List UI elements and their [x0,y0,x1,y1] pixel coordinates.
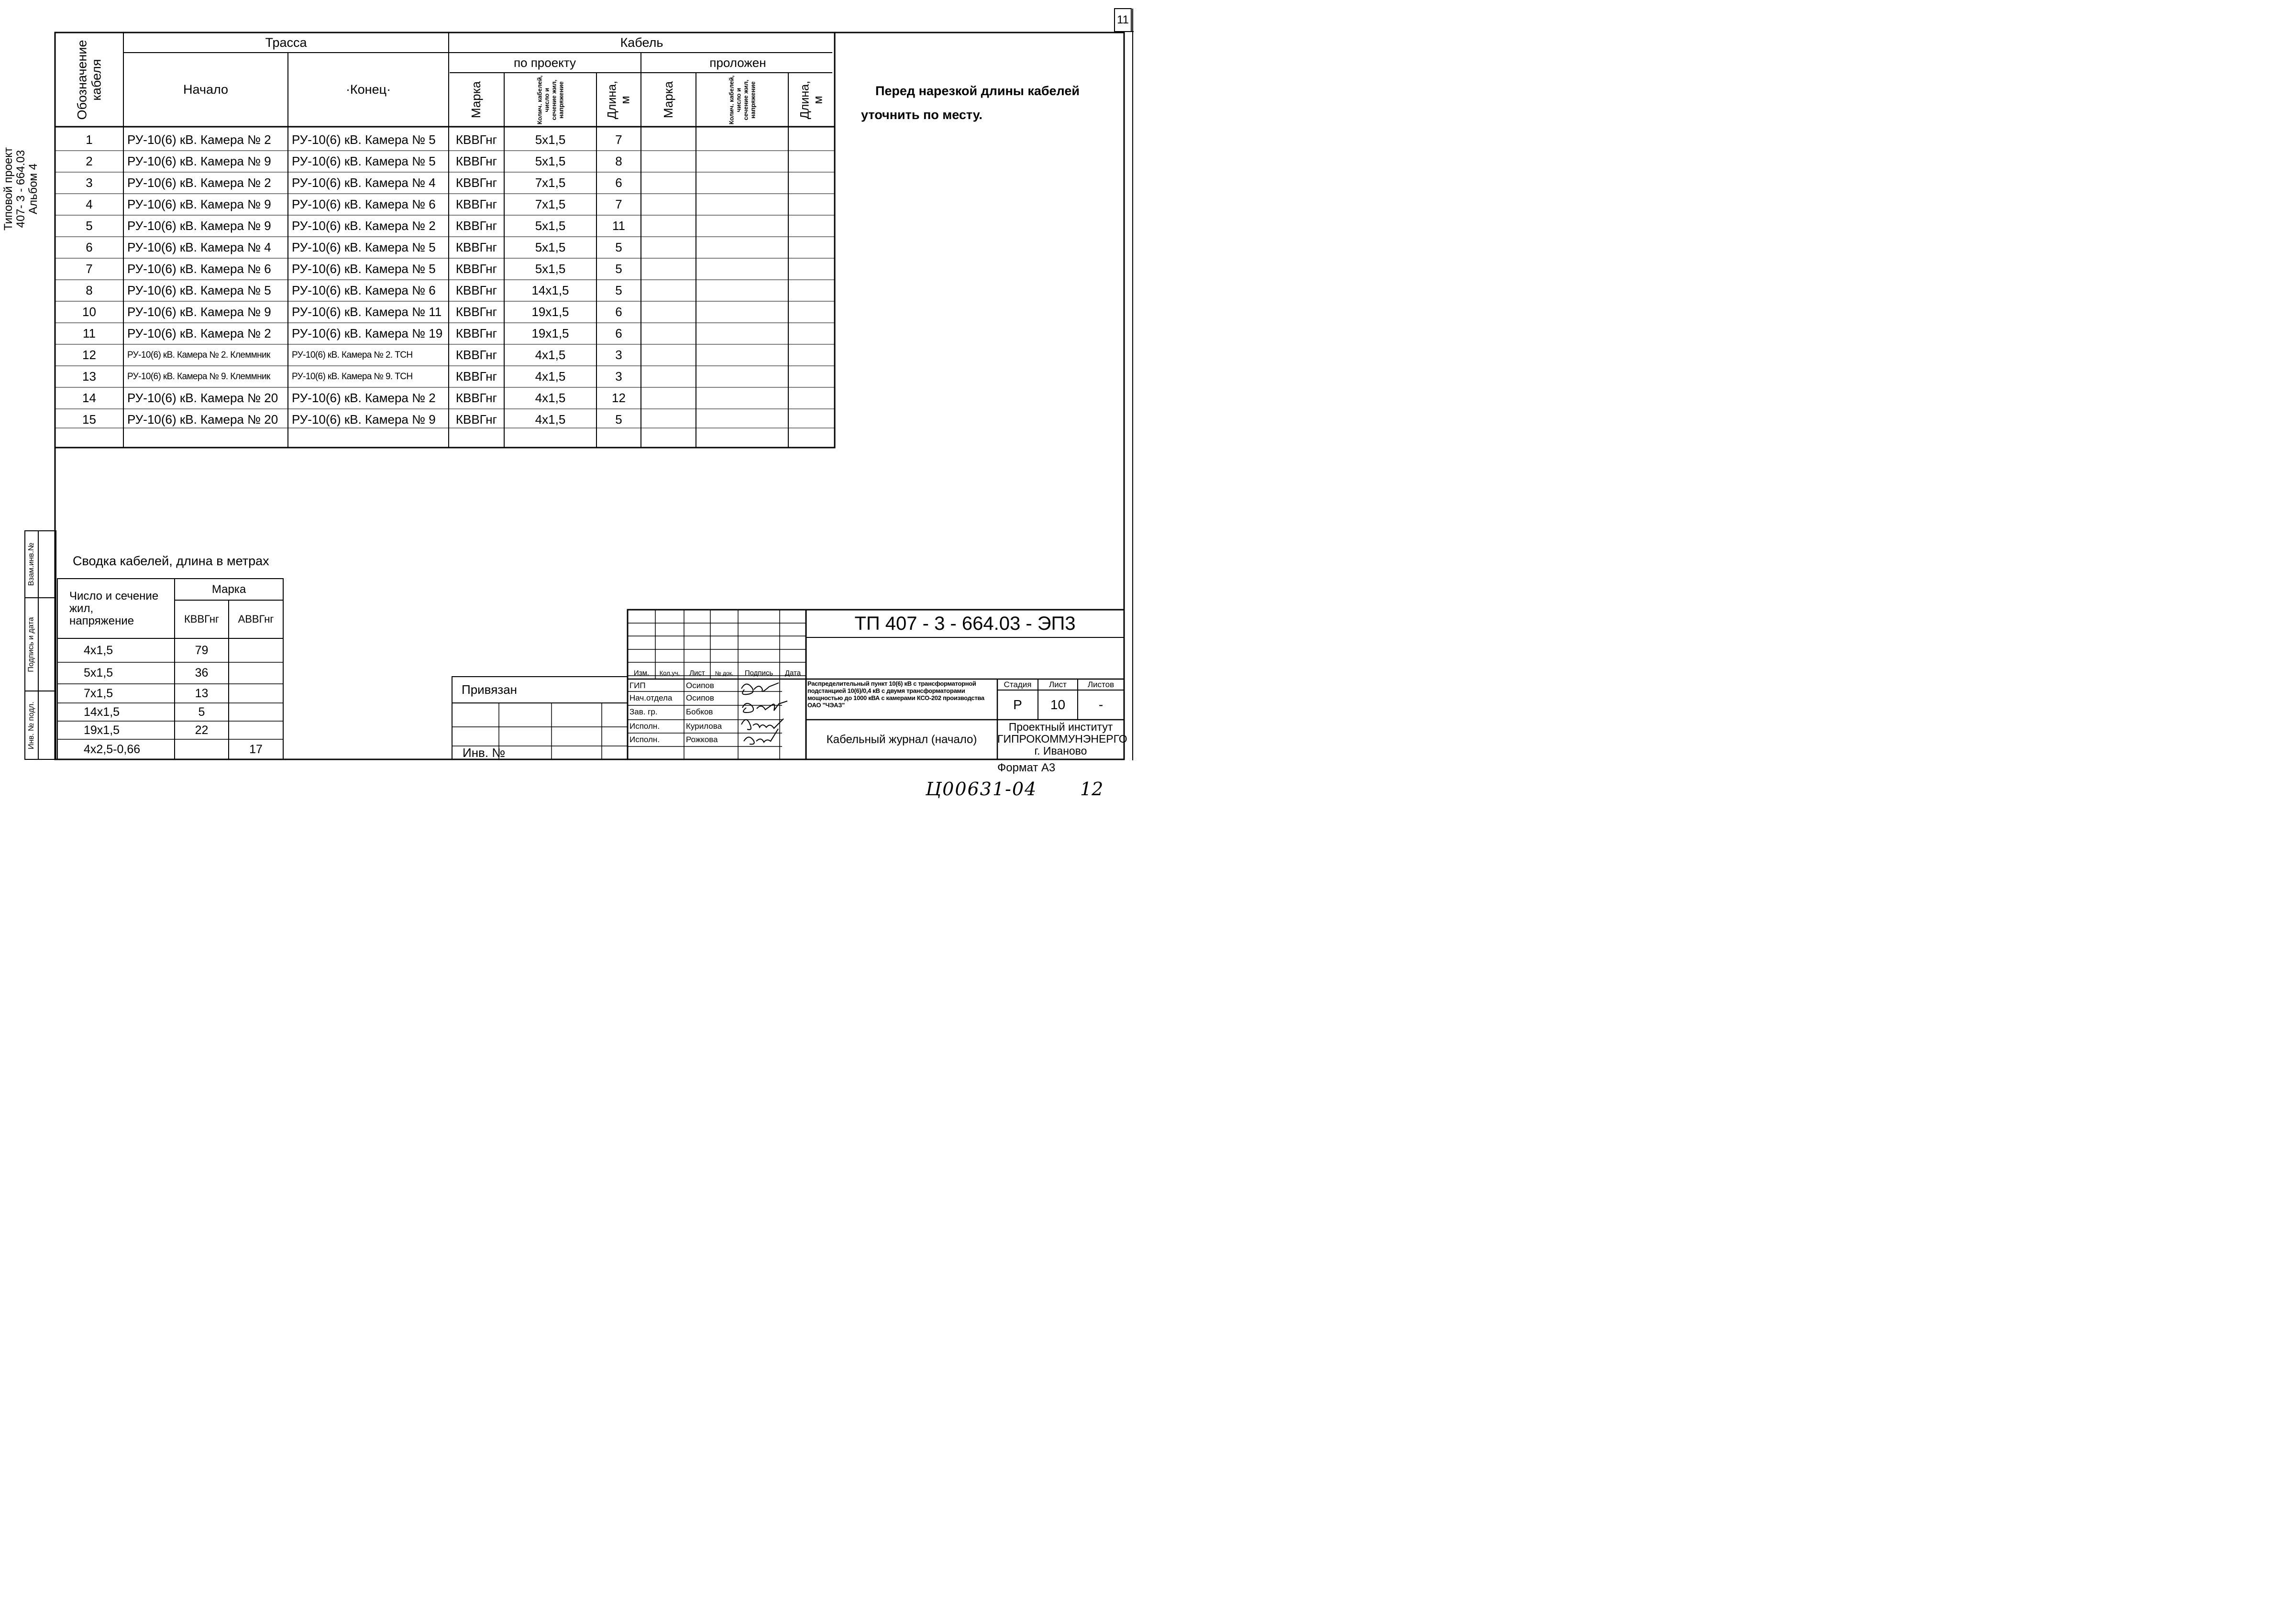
summary-section: 4х2,5-0,66 [84,742,141,756]
cell-start: РУ-10(6) кВ. Камера № 4 [127,240,271,254]
cell-n: 12 [82,348,96,362]
role-name: Рожкова [686,735,718,744]
org-line3: г. Иваново [1034,745,1087,757]
summary-col-header-text: Число и сечение жил, напряжение [69,589,159,627]
cell-section: 14х1,5 [531,283,569,297]
handwritten-code: Ц00631-04 [926,779,1038,800]
header-po-proektu: по проекту [513,55,576,70]
col-list: Лист [689,669,705,677]
org-line2: ГИПРОКОММУНЭНЕРГО [997,733,1127,745]
cell-start: РУ-10(6) кВ. Камера № 9 [127,197,271,211]
cell-section: 5х1,5 [535,262,566,276]
privyazan-inv: Инв. № [463,746,506,759]
cell-section: 4х1,5 [535,412,566,427]
stamp-podpis-data-text: Подпись и дата [27,616,36,672]
header-trassa: Трасса [265,35,307,50]
side-project-line1: Типовой проект [2,147,15,231]
cell-marka: КВВГнг [455,305,497,319]
role-name: Осипов [686,693,714,702]
stamp-inv-podl [25,691,38,759]
cell-section: 5х1,5 [535,154,566,168]
summary-avvg-value [229,684,283,703]
stadiya-label: Стадия [1004,680,1032,689]
cell-n: 4 [86,197,93,211]
cell-length: 5 [615,240,622,254]
cell-end: РУ-10(6) кВ. Камера № 4 [292,175,436,190]
cell-n: 7 [86,262,93,276]
cell-n: 5 [86,219,93,233]
cell-end: РУ-10(6) кВ. Камера № 9 [292,412,436,427]
stamp-zam-inv-text: Взам.инв.№ [27,542,36,586]
sheet-number: 11 [1117,13,1129,26]
role-title: Зав. гр. [629,707,658,716]
cell-end: РУ-10(6) кВ. Камера № 5 [292,240,436,254]
title-description: Распределительный пункт 10(6) кВ с трансформаторной подстанцией 10(6)/0,4 кВ с двумя трансформаторами мощностью до 1000 кВА с камерами КСО-202 производства ОАО "ЧЭАЗ" [807,680,984,709]
note [861,79,1080,127]
cell-end: РУ-10(6) кВ. Камера № 6 [292,283,436,297]
privyazan-label: Привязан [462,682,518,697]
role-title: Исполн. [629,735,660,744]
cell-n: 11 [83,326,96,340]
cell-length: 6 [615,326,622,340]
cell-section: 4х1,5 [535,348,566,362]
cell-n: 2 [86,154,93,168]
cell-length: 6 [615,305,622,319]
header-kolich-1 [504,73,596,127]
summary-avvg: АВВГнг [238,613,274,625]
cell-marka: КВВГнг [455,412,497,427]
col-data: Дата [784,669,801,677]
summary-avvg-value [229,638,283,662]
listov-label: Листов [1087,680,1115,689]
cell-section: 5х1,5 [535,240,566,254]
header-marka-2 [641,73,696,127]
note-line2: уточнить по месту. [861,108,982,122]
cell-end: РУ-10(6) кВ. Камера № 2 [292,391,436,405]
summary-avvg-value [229,662,283,684]
cell-start: РУ-10(6) кВ. Камера № 20 [127,412,278,427]
cell-marka: КВВГнг [455,326,497,340]
header-kabel: Кабель [620,35,663,50]
summary-kvvg-value [175,739,229,759]
cell-start: РУ-10(6) кВ. Камера № 9 [127,154,271,168]
summary-section: 19х1,5 [84,723,120,737]
cell-length: 3 [615,348,622,362]
cell-marka: КВВГнг [455,219,497,233]
cell-marka: КВВГнг [455,154,497,168]
listov-value: - [1098,697,1104,712]
summary-kvvg-value: 5 [198,705,205,719]
cell-end: РУ-10(6) кВ. Камера № 6 [292,197,436,211]
cell-section: 19х1,5 [531,305,569,319]
cell-section: 7х1,5 [535,197,566,211]
cell-n: 13 [82,369,96,384]
org-block [997,721,1127,757]
cell-n: 8 [86,283,93,297]
cell-end: РУ-10(6) кВ. Камера № 5 [292,154,436,168]
cell-start: РУ-10(6) кВ. Камера № 9 [127,219,271,233]
header-dlina-1-text: Длина, м [605,80,632,119]
cell-marka: КВВГнг [455,283,497,297]
cell-end: РУ-10(6) кВ. Камера № 11 [292,305,442,319]
cell-marka: КВВГнг [455,197,497,211]
cell-start: РУ-10(6) кВ. Камера № 2. Клеммник [127,350,270,360]
cell-end: РУ-10(6) кВ. Камера № 2. ТСН [292,350,413,360]
cell-start: РУ-10(6) кВ. Камера № 6 [127,262,271,276]
stamp-podpis-data [25,598,38,691]
header-dlina-2-text: Длина, м [798,80,825,119]
side-project-line2: 407- 3 - 664.03 [14,150,27,228]
header-marka-1-text: Марка [469,81,484,119]
cell-length: 11 [612,219,625,233]
handwritten-page: 12 [1080,779,1104,800]
cell-section: 19х1,5 [531,326,569,340]
cell-section: 4х1,5 [535,391,566,405]
cell-section: 5х1,5 [535,132,566,147]
header-oboznachenie [55,33,123,127]
title-code: ТП 407 - 3 - 664.03 - ЭП3 [854,613,1076,634]
col-izm: Изм. [633,669,650,677]
cell-section: 5х1,5 [535,219,566,233]
cell-marka: КВВГнг [455,369,497,384]
cell-start: РУ-10(6) кВ. Камера № 2 [127,175,271,190]
summary-avvg-value: 17 [249,742,263,756]
cell-start: РУ-10(6) кВ. Камера № 5 [127,283,271,297]
cell-n: 1 [86,132,93,147]
summary-section: 7х1,5 [84,686,113,700]
list-label: Лист [1049,680,1067,689]
header-marka-2-text: Марка [661,81,675,119]
side-project-label [2,117,50,261]
col-n-dok: № док. [715,669,734,677]
cell-section: 7х1,5 [535,175,566,190]
org-line1: Проектный институт [1008,721,1113,733]
cell-n: 14 [82,391,96,405]
role-name: Курилова [686,722,722,731]
cell-marka: КВВГнг [455,391,497,405]
header-dlina-1 [596,73,641,127]
cell-start: РУ-10(6) кВ. Камера № 20 [127,391,278,405]
summary-col-header [60,579,175,638]
summary-marka: Марка [211,582,246,596]
cell-length: 5 [615,412,622,427]
cell-marka: КВВГнг [455,240,497,254]
summary-avvg-value [229,703,283,721]
cell-length: 8 [615,154,622,168]
summary-avvg-value [229,721,283,739]
side-project-line3: Альбом 4 [27,163,40,215]
cell-length: 7 [615,197,622,211]
cell-marka: КВВГнг [455,262,497,276]
role-name: Осипов [686,681,714,690]
header-oboznachenie-text: Обозначение кабеля [75,40,104,120]
role-title: Исполн. [629,722,660,731]
cell-length: 5 [615,283,622,297]
cell-end: РУ-10(6) кВ. Камера № 2 [292,219,436,233]
stamp-inv-podl-text: Инв. № подл. [27,701,36,749]
summary-kvvg-value: 36 [195,666,209,680]
summary-section: 5х1,5 [84,666,113,680]
cell-n: 15 [82,412,96,427]
cell-section: 4х1,5 [535,369,566,384]
cell-length: 6 [615,175,622,190]
role-title: ГИП [629,681,646,690]
summary-kvvg-value: 22 [195,723,209,737]
cell-start: РУ-10(6) кВ. Камера № 9 [127,305,271,319]
cell-n: 3 [86,175,93,190]
header-nachalo: Начало [183,82,229,97]
summary-kvvg: КВВГнг [184,613,219,625]
header-kolich-2-text: Колич. кабелей, число и сечение жил, напряжение [728,75,757,124]
col-podpis: Подпись [744,669,773,677]
cell-length: 7 [615,132,622,147]
summary-kvvg-value: 13 [195,686,209,700]
cell-n: 10 [82,305,96,319]
note-line1: Перед нарезкой длины кабелей [875,84,1080,98]
cell-length: 12 [612,391,626,405]
cell-n: 6 [86,240,93,254]
cell-length: 3 [615,369,622,384]
header-konec: ·Конец· [345,82,391,97]
col-kol-uch: Кол.уч. [659,669,680,677]
header-kolich-1-text: Колич. кабелей, число и сечение жил, напряжение [536,75,565,124]
cell-marka: КВВГнг [455,132,497,147]
header-prolozhen: проложен [709,55,766,70]
summary-title: Сводка кабелей, длина в метрах [73,554,269,568]
cell-end: РУ-10(6) кВ. Камера № 5 [292,262,436,276]
header-dlina-2 [788,73,835,127]
role-title: Нач.отдела [629,693,673,702]
header-marka-1 [449,73,504,127]
cell-end: РУ-10(6) кВ. Камера № 5 [292,132,436,147]
stamp-zam-inv [25,531,38,598]
header-kolich-2 [696,73,788,127]
summary-section: 14х1,5 [84,705,120,719]
format-label: Формат А3 [997,761,1056,774]
stadiya-value: Р [1013,697,1022,712]
cell-marka: КВВГнг [455,348,497,362]
cell-length: 5 [615,262,622,276]
list-value: 10 [1050,697,1066,712]
sheet-name: Кабельный журнал (начало) [826,733,977,746]
cell-end: РУ-10(6) кВ. Камера № 9. ТСН [292,371,413,382]
cell-start: РУ-10(6) кВ. Камера № 2 [127,326,271,340]
cell-start: РУ-10(6) кВ. Камера № 9. Клеммник [127,371,270,382]
role-name: Бобков [686,707,713,716]
cell-start: РУ-10(6) кВ. Камера № 2 [127,132,271,147]
summary-kvvg-value: 79 [195,643,209,657]
cell-marka: КВВГнг [455,175,497,190]
summary-section: 4х1,5 [84,643,113,657]
cell-end: РУ-10(6) кВ. Камера № 19 [292,326,443,340]
